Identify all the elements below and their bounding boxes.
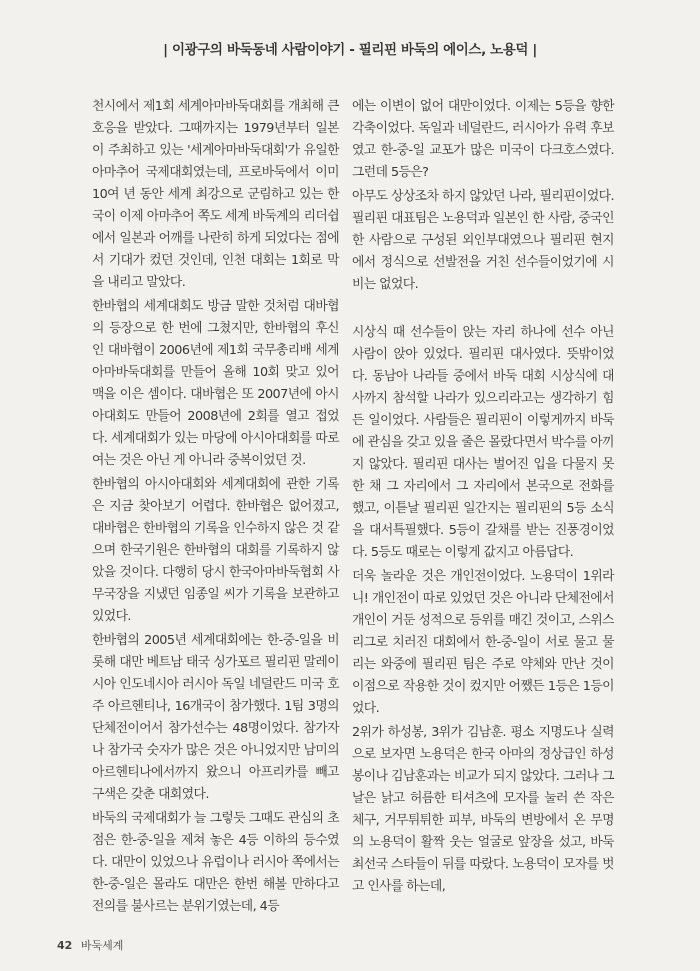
left-column — [92, 96, 339, 920]
paragraph: 아무도 상상조차 하지 않았던 나라, 필리핀이었다. 필리핀 대표팀은 노용덕과 일본인 한 사람, 중국인 한 사람으로 구성된 외인부대였으나 필리핀 현지에서 정식으로 선발전을 거친 선수들이었기에 시비는 없었다. — [352, 189, 614, 292]
paragraph: 한바협의 아시아대회와 세계대회에 관한 기록은 지금 찾아보기 어렵다. 한바협은 없어졌고, 대바협은 한바협의 기록을 인수하지 않은 것 같으며 한국기원은 한바협의 대회를 기록하지 않았을 것이다. 다행히 당시 한국아마바둑협회 사무국장을 지냈던 임종일 씨가 기록을 보관하고 있었다. — [92, 477, 339, 624]
paragraph: 2위가 하성봉, 3위가 김남훈. 평소 지명도나 실력으로 보자면 노용덕은 한국 아마의 정상급인 하성봉이나 김남훈과는 비교가 되지 않았다. 그러나 그 날은 낡고 허름한 티셔츠에 모자를 눌러 쓴 작은 체구, 거무튀튀한 피부, 바둑의 변방에서 온 무명의 노용덕이 활짝 웃는 얼굴로 앞장을 섰고, 바둑 최선국 스타들이 뒤를 따랐다. 노용덕이 모자를 벗고 인사를 하는데, — [352, 725, 614, 894]
running-header: | 이광구의 바둑동네 사람이야기 - 필리핀 바둑의 에이스, 노용덕 | — [163, 42, 537, 58]
paragraph: 에는 이변이 없어 대만이었다. 이제는 5등을 향한 각축이었다. 독일과 네덜란드, 러시아가 유력 후보였고 한-중-일 교포가 많은 미국이 다크호스였다. 그런데 5등은? — [352, 99, 614, 180]
page-number: 42 — [57, 939, 73, 952]
paragraph: 시상식 때 선수들이 앉는 자리 하나에 선수 아닌 사람이 앉아 있었다. 필리핀 대사였다. 뜻밖이었다. 동남아 나라들 중에서 바둑 대회 시상식에 대사까지 참석할 나라가 있으리라고는 생각하기 힘든 일이었다. 사람들은 필리핀이 이렇게까지 바둑에 관심을 갖고 있을 줄은 몰랐다면서 박수를 아끼지 않았다. 필리핀 대사는 벌어진 입을 다물지 못한 채 그 자리에서 그 자리에서 본국으로 전화를 했고, 이튿날 필리핀 일간지는 필리핀의 5등 소식을 대서특필했다. 5등이 갈채를 받는 진풍경이었다. 5등도 때로는 이렇게 값지고 아름답다. — [352, 325, 614, 560]
paragraph: 한바협의 2005년 세계대회에는 한-중-일을 비롯해 대만 베트남 태국 싱가포르 필리핀 말레이시아 인도네시아 러시아 독일 네덜란드 미국 호주 아르헨티나, 16개국이 참가했다. 1팀 3명의 단체전이어서 참가선수는 48명이었다. 참가자나 참가국 숫자가 많은 것은 아니었지만 남미의 아르헨티나에서까지 왔으니 아프리카를 빼고 구색은 갖춘 대회였다. — [92, 633, 339, 802]
paragraph: 천시에서 제1회 세계아마바둑대회를 개최해 큰 호응을 받았다. 그때까지는 1979년부터 일본이 주최하고 있는 '세계아마바둑대회'가 유일한 아마추어 국제대회였는데, 프로바둑에서 이미 10여 년 동안 세계 최강으로 군림하고 있는 한국이 이제 아마추어 쪽도 세계 바둑계의 리더쉽에서 일본과 어깨를 나란히 하게 되었다는 점에서 기대가 컸던 것인데, 인천 대회는 1회로 막을 내리고 말았다. — [92, 99, 339, 290]
paragraph: 한바협의 세계대회도 방금 말한 것처럼 대바협의 등장으로 한 번에 그쳤지만, 한바협의 후신인 대바협이 2006년에 제1회 국무총리배 세계아마바둑대회를 만들어 올해 10회 맞고 있어 맥을 이은 셈이다. 대바협은 또 2007년에 아시아대회도 만들어 2008년에 2회를 열고 접었다. 세계대회가 있는 마당에 아시아대회를 따로 여는 것은 아닌 게 아니라 중복이었던 것. — [92, 299, 339, 468]
magazine-name: 바둑세계 — [80, 939, 124, 952]
paragraph: 바둑의 국제대회가 늘 그렇듯 그때도 관심의 초점은 한-중-일을 제쳐 놓은 4등 이하의 등수였다. 대만이 있었으나 유럽이나 러시아 쪽에서는 한-중-일은 몰라도 대만은 한번 해볼 만하다고 전의를 불사르는 분위기였는데, 4등 — [92, 811, 339, 914]
paragraph: 더욱 놀라운 것은 개인전이었다. 노용덕이 1위라니! 개인전이 따로 있었던 것은 아니라 단체전에서 개인이 거둔 성적으로 등위를 매긴 것이고, 스위스 리그로 치러진 대회에서 한-중-일이 서로 물고 물리는 와중에 필리핀 팀은 주로 약체와 만난 것이 이점으로 작용한 것이 컸지만 어쨌든 1등은 1등이었다. — [352, 569, 614, 716]
right-column — [352, 96, 614, 900]
page-footer — [57, 937, 123, 953]
